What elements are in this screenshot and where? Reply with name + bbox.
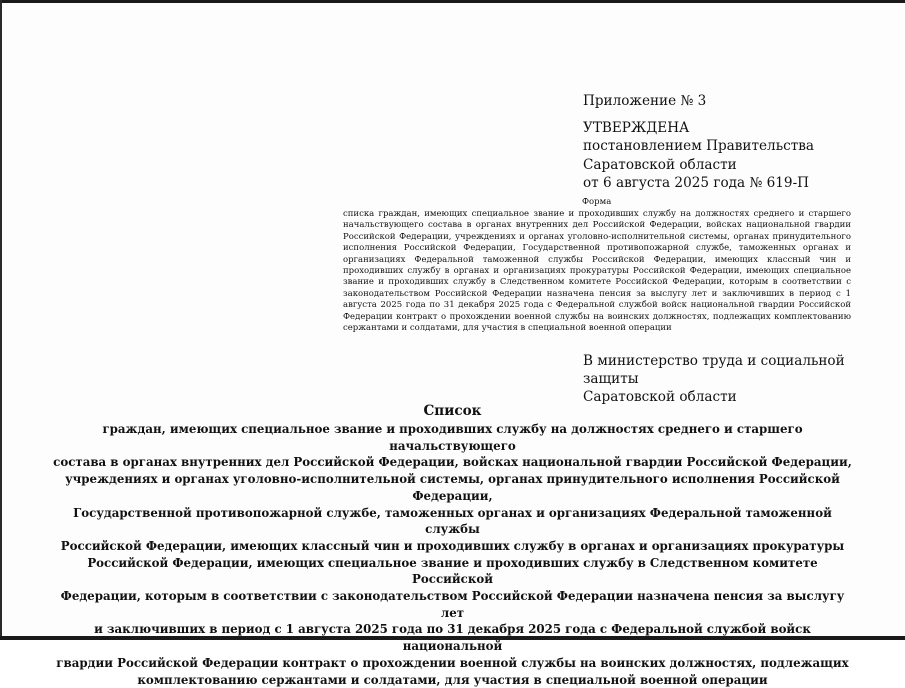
resolution-line-2: Саратовской области <box>583 156 737 173</box>
resolution-date: от 6 августа 2025 года № 619-П <box>583 175 810 191</box>
scan-top-edge <box>0 0 905 3</box>
form-description: списка граждан, имеющих специальное звание и проходивших службу на должностях среднего и старшего начальствующего состава в органах внутренних дел Российской Федерации, войсках национальной гвардии Российской Федерации, учреждениях и органах уголовно-исполнительной системы, органах принудительного исполнения Российской Федерации, Государственной противопожарной службе, таможенных органах и организациях Федеральной таможенной службы Российской Федерации, имеющих классный чин и проходивших службу в органах и организациях прокуратуры Российской Федерации, имеющих специальное звание и проходивших службу в Следственном комитете Российской Федерации, которым в соответствии с законодательством Российской Федерации назначена пенсия за выслугу лет и заключивших в период с 1 августа 2025 года по 31 декабря 2025 года с Федеральной службой войск национальной гвардии Российской Федерации контракт о прохождении военной службы на воинских должностях, подлежащих комплектованию сержантами и солдатами, для участия в специальной военной операции <box>343 209 851 334</box>
resolution-line-1: постановлением Правительства <box>583 138 814 154</box>
addressee-line-1: В министерство труда и социальной защиты <box>583 353 845 387</box>
list-heading-line: Государственной противопожарной службе, таможенных органах и организациях Федеральной таможенной службы <box>73 505 832 537</box>
addressee-block <box>583 352 883 406</box>
list-heading-line: и заключивших в период с 1 августа 2025 года по 31 декабря 2025 года с Федеральной службой войск национальной <box>94 622 811 654</box>
list-heading-line: Федерации, которым в соответствии с законодательством Российской Федерации назначена пенсия за выслугу лет <box>60 589 845 620</box>
approval-block <box>583 92 883 193</box>
list-heading-line: Российской Федерации, имеющих классный чин и проходивших службу в органах и организациях прокуратуры <box>60 538 845 553</box>
addressee-line-2: Саратовской области <box>583 389 737 405</box>
list-heading-line: учреждениях и органах уголовно-исполнительной системы, органах принудительного исполнения Российской Федерации, <box>65 472 840 503</box>
list-heading <box>50 421 855 688</box>
list-title: Список <box>423 403 482 419</box>
scan-left-edge <box>0 0 2 640</box>
list-heading-line: комплектованию сержантами и солдатами, для участия в специальной военной операции <box>137 672 768 687</box>
appendix-label: Приложение № 3 <box>583 93 707 109</box>
list-heading-line: Российской Федерации, имеющих специальное звание и проходивших службу в Следственном комитете Российской <box>87 555 818 587</box>
list-heading-line: состава в органах внутренних дел Российской Федерации, войсках национальной гвардии Российской Федерации, <box>53 455 852 470</box>
list-heading-line: граждан, имеющих специальное звание и проходивших службу на должностях среднего и старшего начальствующего <box>102 422 803 453</box>
list-heading-line: гвардии Российской Федерации контракт о прохождении военной службы на воинских должностях, подлежащих <box>56 655 849 670</box>
form-label: Форма <box>582 197 612 207</box>
approved-label: УТВЕРЖДЕНА <box>583 119 690 136</box>
